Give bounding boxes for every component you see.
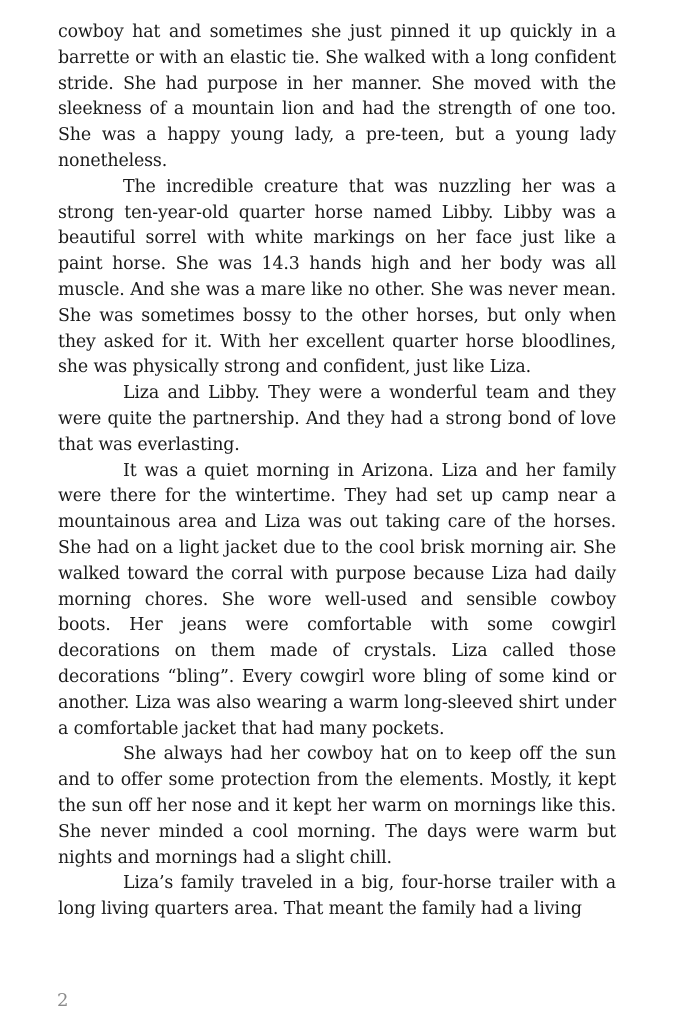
paragraph-1: cowboy hat and sometimes she just pinned it up quickly in a barrette or with an elastic tie. She walked with a long confident stride. She had purpose in her manner. She moved with the sleekness of a mountain lion and had the strength of one too. She was a happy young lady, a pre-teen, but a young lady nonetheless. bbox=[58, 22, 616, 171]
paragraph-2: The incredible creature that was nuzzling her was a strong ten-year-old quarter horse named Libby. Libby was a beautiful sorrel with white markings on her face just like a paint horse. She was 14.3 hands high and her body was all muscle. And she was a mare like no other. She was never mean. She was sometimes bossy to the other horses, but only when they asked for it. With her excellent quarter horse bloodlines, she was physically strong and confident, just like Liza. bbox=[58, 176, 616, 378]
paragraph-6: Liza’s family traveled in a big, four-horse trailer with a long living quarters area. That meant the family had a living bbox=[58, 873, 616, 920]
paragraph-3: Liza and Libby. They were a wonderful team and they were quite the partnership. And they had a strong bond of love that was everlasting. bbox=[58, 383, 616, 455]
paragraph-4: It was a quiet morning in Arizona. Liza and her family were there for the wintertime. They had set up camp near a mountainous area and Liza was out taking care of the horses. She had on a light jacket due to the cool brisk morning air. She walked toward the corral with purpose because Liza had daily morning chores. She wore well-used and sensible cowboy boots. Her jeans were comfortable with some cowgirl decorations on them made of crystals. Liza called those decorations “bling”. Every cowgirl wore bling of some kind or another. Liza was also wearing a warm long-sleeved shirt under a comfortable jacket that had many pockets. bbox=[58, 460, 616, 739]
page-number: 2 bbox=[57, 990, 69, 1011]
paragraph-5: She always had her cowboy hat on to keep off the sun and to offer some protection from the elements. Mostly, it kept the sun off her nose and it kept her warm on mornings like this. She never minded a cool morning. The days were warm but nights and mornings had a slight chill. bbox=[58, 744, 616, 868]
body-text bbox=[58, 20, 616, 923]
